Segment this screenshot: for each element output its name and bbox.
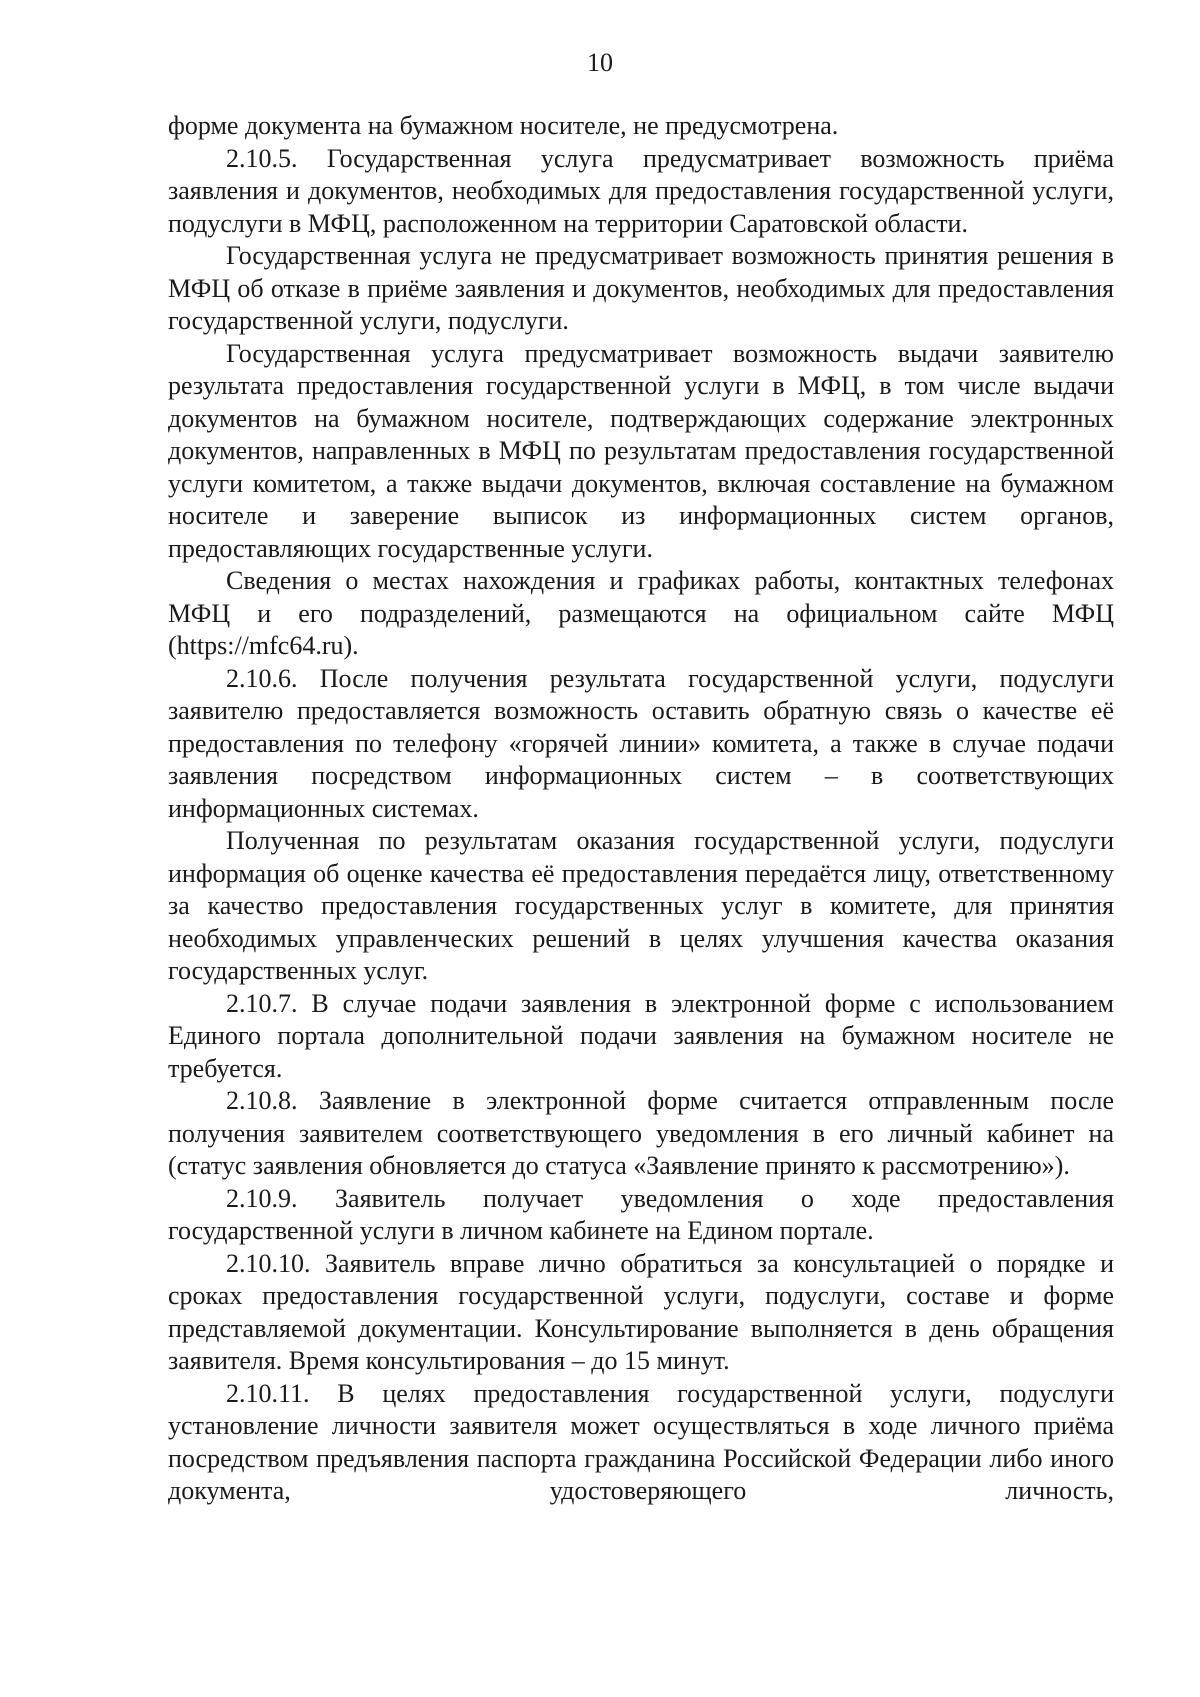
paragraph: 2.10.10. Заявитель вправе лично обратиться за консультацией о порядке и сроках предоставления государственной услуги, подуслуги, составе и форме представляемой документации. Консультирование выполняется в день обращения заявителя. Время консультирования – до 15 минут. [168,1248,1114,1375]
paragraph: форме документа на бумажном носителе, не предусмотрена. [168,111,839,140]
paragraph: 2.10.11. В целях предоставления государственной услуги, подуслуги установление личности заявителя может осуществляться в ходе личного приёма посредством предъявления паспорта гражданина Российской Федерации либо иного документа, удостоверяющего личность, [168,1378,1114,1505]
paragraph: Полученная по результатам оказания государственной услуги, подуслуги информация об оценке качества её предоставления передаётся лицу, ответственному за качество предоставления государственных услуг в комитете, для принятия необходимых управленческих решений в целях улучшения качества оказания государственных услуг. [168,826,1114,985]
paragraph: 2.10.9. Заявитель получает уведомления о ходе предоставления государственной услуги в личном кабинете на Едином портале. [168,1183,1114,1245]
paragraph: 2.10.7. В случае подачи заявления в электронной форме с использованием Единого портала дополнительной подачи заявления на бумажном носителе не требуется. [168,988,1114,1083]
paragraph: Сведения о местах нахождения и графиках работы, контактных телефонах МФЦ и его подразделений, размещаются на официальном сайте МФЦ (https://mfc64.ru). [168,566,1114,660]
page-number: 10 [587,48,613,77]
paragraph: Государственная услуга не предусматривает возможность принятия решения в МФЦ об отказе в приёме заявления и документов, необходимых для предоставления государственной услуги, подуслуги. [168,241,1114,335]
paragraph: 2.10.5. Государственная услуга предусматривает возможность приёма заявления и документов, необходимых для предоставления государственной услуги, подуслуги в МФЦ, расположенном на территории Саратовской области. [168,143,1114,238]
document-body [168,110,1114,1508]
paragraph: 2.10.8. Заявление в электронной форме считается отправленным после получения заявителем соответствующего уведомления в его личный кабинет на (статус заявления обновляется до статуса «Заявление принято к рассмотрению»). [168,1086,1114,1180]
paragraph: 2.10.6. После получения результата государственной услуги, подуслуги заявителю предоставляется возможность оставить обратную связь о качестве её предоставления по телефону «горячей линии» комитета, а также в случае подачи заявления посредством информационных систем – в соответствующих информационных системах. [168,663,1114,823]
paragraph: Государственная услуга предусматривает возможность выдачи заявителю результата предоставления государственной услуги в МФЦ, в том числе выдачи документов на бумажном носителе, подтверждающих содержание электронных документов, направленных в МФЦ по результатам предоставления государственной услуги комитетом, а также выдачи документов, включая составление на бумажном носителе и заверение выписок из информационных систем органов, предоставляющих государственные услуги. [168,338,1114,563]
